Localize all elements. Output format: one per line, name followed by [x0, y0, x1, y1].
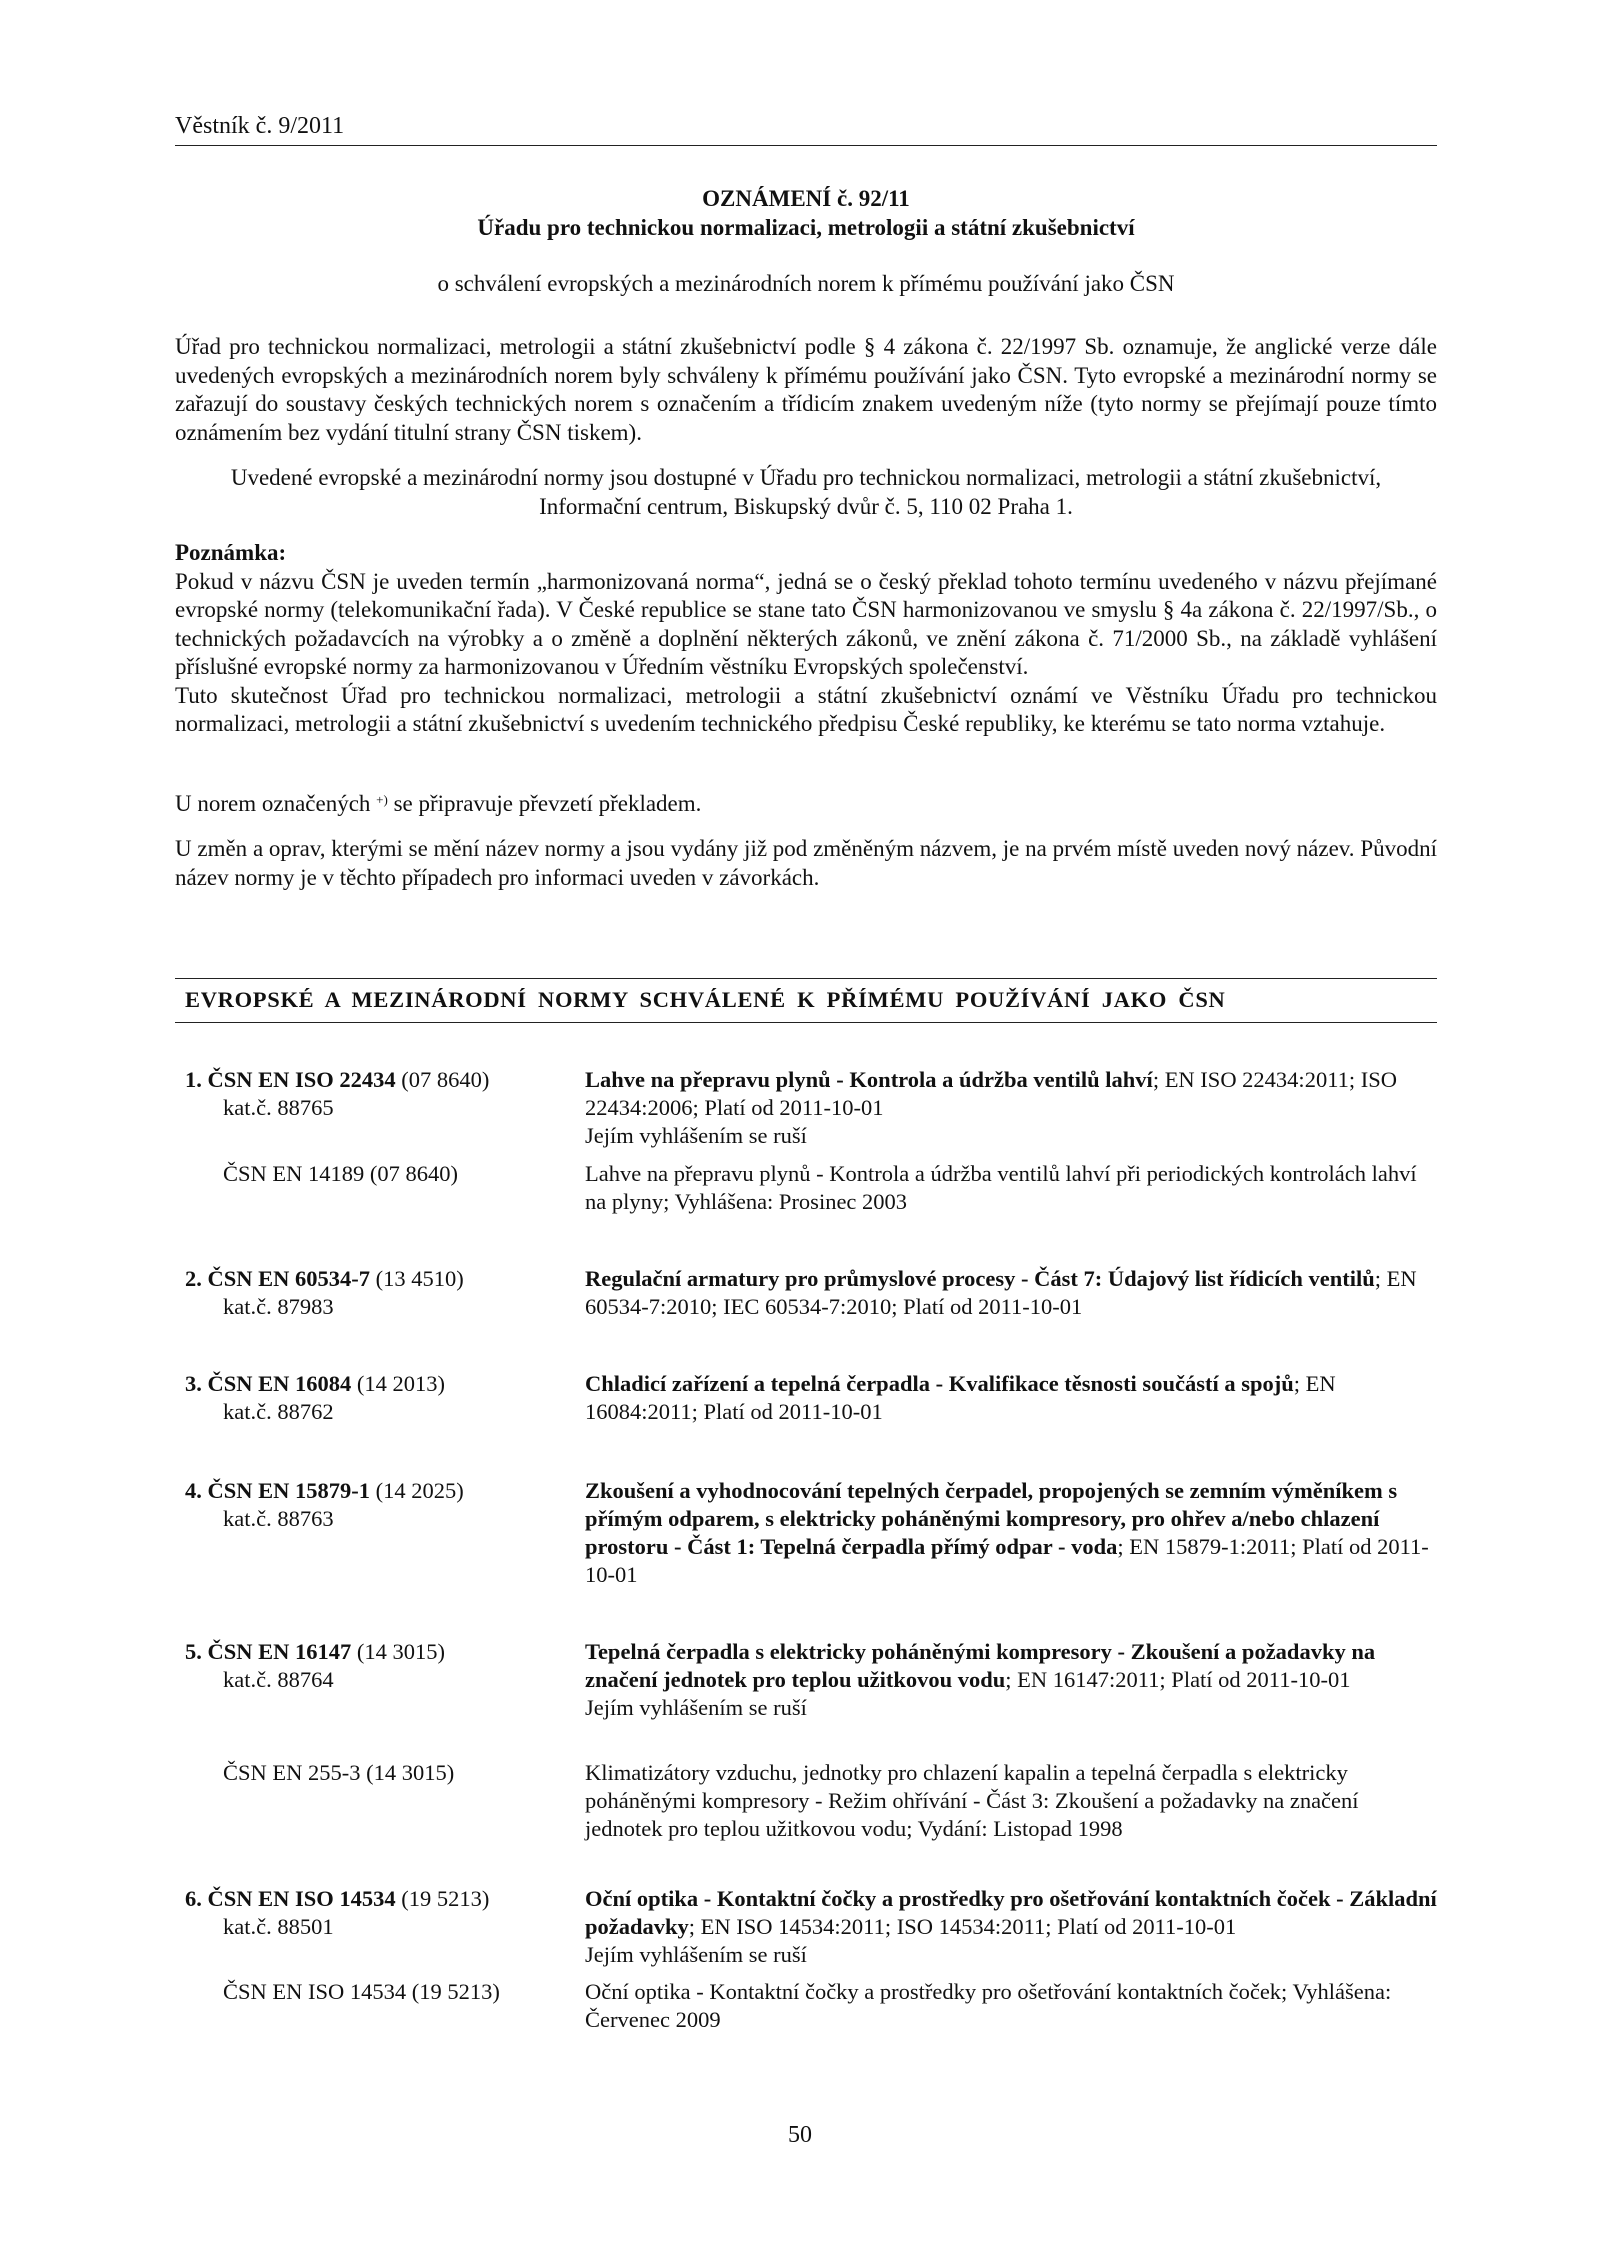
entry-number: 1. — [185, 1067, 202, 1092]
entry-code: ČSN EN 60534-7 — [207, 1266, 371, 1291]
entry-4-designation — [185, 1477, 565, 1533]
marked-norms-paragraph — [175, 790, 1437, 819]
entry-title: Oční optika - Kontaktní čočky a prostředky pro ošetřování kontaktních čoček - Základní požadavky — [585, 1886, 1437, 1939]
entry-number: 4. — [185, 1478, 202, 1503]
entry-1-replaced-text: Lahve na přepravu plynů - Kontrola a údržba ventilů lahví při periodických kontrolách lahví na plyny; Vyhlášena: Prosinec 2003 — [585, 1161, 1417, 1214]
entry-class: (07 8640) — [401, 1067, 490, 1092]
entry-details: ; EN 60534-7:2010; IEC 60534-7:2010; Platí od 2011-10-01 — [585, 1266, 1417, 1319]
marked-prefix: U norem označených — [175, 791, 371, 816]
note-block — [175, 539, 1437, 739]
entry-cancel-note: Jejím vyhlášením se ruší — [585, 1695, 807, 1720]
entry-3-description — [585, 1370, 1437, 1426]
entry-details: ; EN 15879-1:2011; Platí od 2011-10-01 — [585, 1534, 1429, 1587]
entry-code: ČSN EN ISO 14534 — [207, 1886, 396, 1911]
entry-1-description — [585, 1066, 1437, 1150]
entry-class: (14 2013) — [356, 1371, 446, 1396]
intro-paragraph: Úřad pro technickou normalizaci, metrologii a státní zkušebnictví podle § 4 zákona č. 22/1997 Sb. oznamuje, že anglické verze dále uvedených evropských a mezinárodních norem byly schváleny k přímému používání jako ČSN. Tyto evropské a mezinárodní normy se zařazují do soustavy českých technických norem s označením a třídicím znakem uvedeným níže (tyto normy se přejímají pouze tímto oznámením bez vydání titulní strany ČSN tiskem). — [175, 334, 1437, 445]
entry-cancel-note: Jejím vyhlášením se ruší — [585, 1123, 807, 1148]
entry-catalog-number: kat.č. 88765 — [223, 1095, 334, 1120]
entry-6-description — [585, 1885, 1437, 1969]
running-head: Věstník č. 9/2011 — [175, 113, 345, 139]
entry-catalog-number: kat.č. 87983 — [223, 1294, 334, 1319]
section-rule-bottom — [175, 1022, 1437, 1023]
marked-superscript: +) — [376, 792, 388, 807]
entry-class: (19 5213) — [401, 1886, 490, 1911]
entry-details: ; EN ISO 14534:2011; ISO 14534:2011; Platí od 2011-10-01 — [688, 1914, 1237, 1939]
entry-6-replaced-text: Oční optika - Kontaktní čočky a prostředky pro ošetřování kontaktních čoček; Vyhlášena: Červenec 2009 — [585, 1979, 1392, 2032]
entry-number: 3. — [185, 1371, 202, 1396]
entry-2-description — [585, 1265, 1437, 1321]
entry-number: 2. — [185, 1266, 202, 1291]
entry-title: Lahve na přepravu plynů - Kontrola a údržba ventilů lahví — [585, 1067, 1153, 1092]
entry-title: Regulační armatury pro průmyslové procesy - Část 7: Údajový list řídicích ventilů — [585, 1266, 1375, 1291]
entry-5-replaced-text: Klimatizátory vzduchu, jednotky pro chlazení kapalin a tepelná čerpadla s elektricky poháněnými kompresory - Režim ohřívání - Část 3: Zkoušení a požadavky na značení jednotek pro teplou užitkovou vodu; Vydání: Listopad 1998 — [585, 1760, 1359, 1841]
entry-code: ČSN EN 16147 — [207, 1639, 352, 1664]
note-paragraph-1: Pokud v názvu ČSN je uveden termín „harmonizovaná norma“, jedná se o český překlad tohoto termínu uvedeného v názvu přejímané evropské normy (telekomunikační řada). V České republice se stane tato ČSN harmonizovanou ve smyslu § 4a zákona č. 22/1997/Sb., o technických požadavcích na výrobky a o změně a doplnění některých zákonů, ve znění zákona č. 71/2000 Sb., na základě vyhlášení příslušné evropské normy za harmonizovanou v Úředním věstníku Evropských společenství. — [175, 568, 1437, 679]
entry-code: ČSN EN ISO 22434 — [207, 1067, 396, 1092]
entry-title: Chladicí zařízení a tepelná čerpadla - Kvalifikace těsnosti součástí a spojů — [585, 1371, 1294, 1396]
availability-line-1: Uvedené evropské a mezinárodní normy jsou dostupné v Úřadu pro technickou normalizaci, metrologii a státní zkušebnictví, — [230, 465, 1382, 490]
entry-1-replaced-code: ČSN EN 14189 (07 8640) — [223, 1161, 458, 1186]
entry-title: Tepelná čerpadla s elektricky poháněnými kompresory - Zkoušení a požadavky na značení jednotek pro teplou užitkovou vodu — [585, 1639, 1376, 1692]
entry-details: ; EN 16084:2011; Platí od 2011-10-01 — [585, 1371, 1336, 1424]
entry-6-designation — [185, 1885, 565, 1941]
section-rule-top — [175, 978, 1437, 979]
header-rule — [175, 145, 1437, 146]
entry-number: 5. — [185, 1639, 202, 1664]
entry-catalog-number: kat.č. 88501 — [223, 1914, 334, 1939]
changes-paragraph: U změn a oprav, kterými se mění název normy a jsou vydány již pod změněným názvem, je na prvém místě uveden nový název. Původní název normy je v těchto případech pro informaci uveden v závorkách. — [175, 836, 1437, 890]
entry-5-designation — [185, 1638, 565, 1694]
entry-5-description — [585, 1638, 1437, 1722]
entry-cancel-note: Jejím vyhlášením se ruší — [585, 1942, 807, 1967]
note-label: Poznámka: — [175, 540, 287, 565]
entry-class: (14 3015) — [356, 1639, 446, 1664]
page-number: 50 — [788, 2122, 812, 2148]
entry-code: ČSN EN 16084 — [207, 1371, 352, 1396]
announcement-subject: o schválení evropských a mezinárodních norem k přímému používání jako ČSN — [437, 271, 1175, 296]
entry-5-replaced-code: ČSN EN 255-3 (14 3015) — [223, 1760, 455, 1785]
note-paragraph-2: Tuto skutečnost Úřad pro technickou normalizaci, metrologii a státní zkušebnictví oznámí ve Věstníku Úřadu pro technickou normalizaci, metrologii a státní zkušebnictví s uvedením technického předpisu České republiky, ke kterému se tato norma vztahuje. — [175, 682, 1437, 736]
entry-3-designation — [185, 1370, 565, 1426]
entry-details: ; EN 16147:2011; Platí od 2011-10-01 — [1005, 1667, 1351, 1692]
entry-6-replaced-code: ČSN EN ISO 14534 (19 5213) — [223, 1979, 500, 2004]
announcement-title-block — [175, 184, 1437, 242]
availability-paragraph — [175, 464, 1437, 521]
entry-details: ; EN ISO 22434:2011; ISO 22434:2006; Platí od 2011-10-01 — [585, 1067, 1397, 1120]
announcement-issuer: Úřadu pro technickou normalizaci, metrologii a státní zkušebnictví — [477, 215, 1135, 240]
entry-title: Zkoušení a vyhodnocování tepelných čerpadel, propojených se zemním výměníkem s přímým odparem, s elektricky poháněnými kompresory, pro ohřev a/nebo chlazení prostoru - Část 1: Tepelná čerpadla přímý odpar - voda — [585, 1478, 1398, 1559]
section-heading: EVROPSKÉ A MEZINÁRODNÍ NORMY SCHVÁLENÉ K PŘÍMÉMU POUŽÍVÁNÍ JAKO ČSN — [185, 987, 1226, 1012]
entry-class: (14 2025) — [375, 1478, 464, 1503]
entry-class: (13 4510) — [375, 1266, 464, 1291]
entry-catalog-number: kat.č. 88763 — [223, 1506, 334, 1531]
entry-4-description — [585, 1477, 1437, 1589]
availability-line-2: Informační centrum, Biskupský dvůr č. 5, 110 02 Praha 1. — [539, 493, 1073, 519]
entry-catalog-number: kat.č. 88764 — [223, 1667, 334, 1692]
marked-suffix: se připravuje převzetí překladem. — [393, 791, 702, 816]
entry-1-designation — [185, 1066, 565, 1122]
entry-2-designation — [185, 1265, 565, 1321]
announcement-title: OZNÁMENÍ č. 92/11 — [702, 186, 910, 211]
entry-number: 6. — [185, 1886, 202, 1911]
entry-code: ČSN EN 15879-1 — [207, 1478, 371, 1503]
entry-catalog-number: kat.č. 88762 — [223, 1399, 334, 1424]
